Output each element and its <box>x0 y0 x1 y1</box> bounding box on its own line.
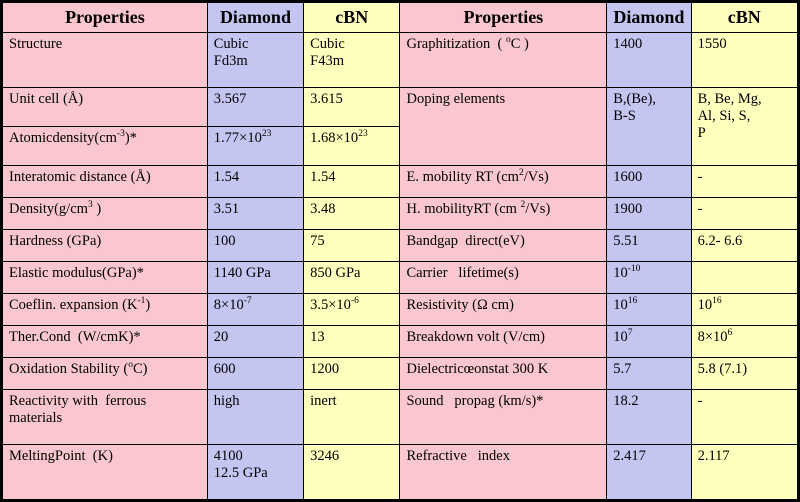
cell-diamond-right: 18.2 <box>607 390 691 445</box>
cell-property-left: Oxidation Stability ($^o$C) <box>3 358 208 390</box>
table-row <box>3 390 798 445</box>
cell-diamond-right: 2.417 <box>607 445 691 500</box>
cell-cbn-right: - <box>691 197 797 229</box>
cell-property-left: Hardness (GPa) <box>3 229 208 261</box>
cell-property-right: Refractive index <box>400 445 607 500</box>
cell-cbn-left: 13 <box>304 326 400 358</box>
table-row <box>3 294 798 326</box>
header-properties-right: Properties <box>400 3 607 33</box>
table-row <box>3 33 798 88</box>
header-cbn-left: cBN <box>304 3 400 33</box>
table-row <box>3 261 798 293</box>
table-row <box>3 445 798 500</box>
cell-property-right: Dielectricœonstat 300 K <box>400 358 607 390</box>
cell-cbn-right: B, Be, Mg, Al, Si, S, P <box>691 88 797 166</box>
cell-cbn-left: $1.68\times 10^{23}$ <box>304 126 400 165</box>
cell-diamond-left: Cubic Fd3m <box>207 33 303 88</box>
table-header-row <box>3 3 798 33</box>
cell-cbn-right: 2.117 <box>691 445 797 500</box>
cell-diamond-right: 1600 <box>607 165 691 197</box>
cell-diamond-left: 20 <box>207 326 303 358</box>
cell-diamond-right: B,(Be), B-S <box>607 88 691 166</box>
cell-property-right: Graphitization ( $^o$C ) <box>400 33 607 88</box>
cell-cbn-left: $3.5\times 10^{-6}$ <box>304 294 400 326</box>
cell-property-right: Doping elements <box>400 88 607 166</box>
label-structure: Structure <box>9 36 63 53</box>
cell-diamond-right: 1400 <box>607 33 691 88</box>
cell-property-left: Ther.Cond (W/cmK)* <box>3 326 208 358</box>
cell-cbn-right: 5.8 (7.1) <box>691 358 797 390</box>
cell-property-left: Coeflin. expansion $(K^{-1})$ <box>3 294 208 326</box>
table-row <box>3 229 798 261</box>
cell-property-right: Breakdown volt (V/cm) <box>400 326 607 358</box>
cell-cbn-right <box>691 261 797 293</box>
cell-property-left: $Atomicdensity(cm^{-3})*$ <box>3 126 208 165</box>
cell-cbn-right: $10^{16}$ <box>691 294 797 326</box>
cell-cbn-left: 75 <box>304 229 400 261</box>
cell-property-left <box>3 33 208 88</box>
table-row <box>3 197 798 229</box>
table-row <box>3 358 798 390</box>
cell-property-right: Bandgap direct(eV) <box>400 229 607 261</box>
cell-cbn-right: - <box>691 390 797 445</box>
cell-property-left: Reactivity with ferrous materials <box>3 390 208 445</box>
header-cbn-right: cBN <box>691 3 797 33</box>
cell-cbn-right: $8\times 10^6$ <box>691 326 797 358</box>
cell-cbn-right: 1550 <box>691 33 797 88</box>
cell-diamond-right: 5.7 <box>607 358 691 390</box>
cell-property-right: H. mobilityRT (cm $^2$/Vs) <box>400 197 607 229</box>
cell-cbn-left: 1200 <box>304 358 400 390</box>
cell-diamond-left: $8\times 10^{-7}$ <box>207 294 303 326</box>
cell-diamond-left: 3.567 <box>207 88 303 127</box>
cell-property-right: Sound propag (km/s)* <box>400 390 607 445</box>
cell-property-left: Unit cell (Å) <box>3 88 208 127</box>
header-diamond-right: Diamond <box>607 3 691 33</box>
cell-cbn-left: 850 GPa <box>304 261 400 293</box>
cell-cbn-left: inert <box>304 390 400 445</box>
cell-diamond-right: 5.51 <box>607 229 691 261</box>
cell-cbn-left: 3246 <box>304 445 400 500</box>
cell-property-right: E. mobility RT $(cm^2/Vs)$ <box>400 165 607 197</box>
cell-cbn-right: - <box>691 165 797 197</box>
cell-property-left: MeltingPoint (K) <box>3 445 208 500</box>
cell-diamond-right: $10^{16}$ <box>607 294 691 326</box>
data-table <box>2 2 798 500</box>
cell-cbn-left: 1.54 <box>304 165 400 197</box>
cell-diamond-left: $1.77\times 10^{23}$ <box>207 126 303 165</box>
cell-cbn-left: 3.615 <box>304 88 400 127</box>
cell-property-left: $Density(g/cm^3$ ) <box>3 197 208 229</box>
cell-diamond-right: $10^7$ <box>607 326 691 358</box>
cell-property-right: Carrier lifetime(s) <box>400 261 607 293</box>
cell-property-right: Resistivity (Ω cm) <box>400 294 607 326</box>
header-diamond-left: Diamond <box>207 3 303 33</box>
cell-diamond-left: 3.51 <box>207 197 303 229</box>
cell-property-left: Interatomic distance (Å) <box>3 165 208 197</box>
cell-cbn-left: Cubic F43m <box>304 33 400 88</box>
cell-diamond-right: 1900 <box>607 197 691 229</box>
cell-property-left: Elastic modulus(GPa)* <box>3 261 208 293</box>
header-properties-left: Properties <box>3 3 208 33</box>
cell-diamond-left: 600 <box>207 358 303 390</box>
cell-diamond-left: 1140 GPa <box>207 261 303 293</box>
cell-cbn-left: 3.48 <box>304 197 400 229</box>
table-row <box>3 88 798 127</box>
table-row <box>3 165 798 197</box>
cell-diamond-left: 100 <box>207 229 303 261</box>
cell-diamond-right: $10^{-10}$ <box>607 261 691 293</box>
cell-cbn-right: 6.2- 6.6 <box>691 229 797 261</box>
cell-diamond-left: high <box>207 390 303 445</box>
cell-diamond-left: 4100 12.5 GPa <box>207 445 303 500</box>
table-row <box>3 326 798 358</box>
cell-diamond-left: 1.54 <box>207 165 303 197</box>
